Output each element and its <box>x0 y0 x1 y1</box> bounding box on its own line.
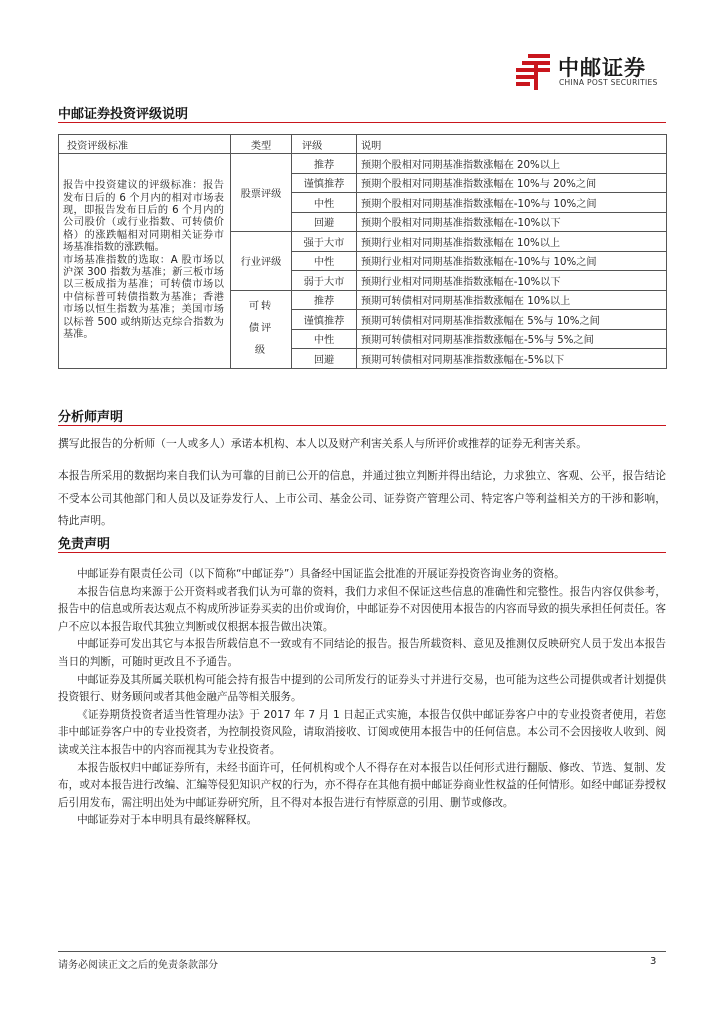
company-logo <box>512 52 672 92</box>
footer-divider <box>58 951 666 952</box>
rating-description-cell: 预期可转债相对同期基准指数涨幅在-5%与 5%之间 <box>357 329 667 349</box>
disclaimer-body <box>58 566 666 830</box>
disclaimer-paragraph: 中邮证券有限责任公司（以下简称“中邮证券”）具备经中国证监会批准的开展证券投资咨询业务的资格。 <box>77 568 565 580</box>
rating-type-cell: 股票评级 <box>231 154 292 232</box>
section-divider <box>58 552 666 553</box>
rating-description-cell: 预期可转债相对同期基准指数涨幅在 5%与 10%之间 <box>357 310 667 330</box>
rating-grade-cell: 弱于大市 <box>292 271 357 291</box>
disclaimer-paragraph: 中邮证券及其所属关联机构可能会持有报告中提到的公司所发行的证券头寸并进行交易，也可能为这些公司提供或者计划提供投资银行、财务顾问或者其他金融产品等相关服务。 <box>58 673 666 704</box>
rating-grade-cell: 中性 <box>292 329 357 349</box>
analyst-paragraph-2: 本报告所采用的数据均来自我们认为可靠的目前已公开的信息，并通过独立判断并得出结论，力求独立、客观、公平，报告结论不受本公司其他部门和人员以及证券发行人、上市公司、基金公司、证券资产管理公司、特定客户等利益相关方的干涉和影响，特此声明。 <box>58 469 666 527</box>
rating-description-cell: 预期个股相对同期基准指数涨幅在-10%与 10%之间 <box>357 193 667 213</box>
footer-note: 请务必阅读正文之后的免责条款部分 <box>58 960 218 971</box>
rating-grade-cell: 强于大市 <box>292 232 357 252</box>
rating-type-cell: 行业评级 <box>231 232 292 291</box>
table-header-row <box>59 135 667 154</box>
analyst-section-title: 分析师声明 <box>58 410 124 425</box>
disclaimer-paragraph: 中邮证券对于本申明具有最终解释权。 <box>77 814 258 827</box>
rating-description-cell: 预期个股相对同期基准指数涨幅在 10%与 20%之间 <box>357 173 667 193</box>
disclaimer-paragraph: 本报告信息均来源于公开资料或者我们认为可靠的资料，我们力求但不保证这些信息的准确性和完整性。报告内容仅供参考，报告中的信息或所表达观点不构成所涉证券买卖的出价或询价，中邮证券不对因使用本报告的内容而导致的损失承担任何责任。客户不应以本报告取代其独立判断或仅根据本报告做出决策。 <box>58 585 666 633</box>
rating-grade-cell: 回避 <box>292 349 357 369</box>
header-standard: 投资评级标准 <box>59 135 231 154</box>
table-row <box>59 154 667 174</box>
rating-standard-text: 报告中投资建议的评级标准：报告发布日后的 6 个月内的相对市场表现，即报告发布日后的 6 个月内的公司股价（或行业指数、可转债价格）的涨跌幅相对同期相关证券市场基准指数的涨跌幅。 市场基准指数的选取：A 股市场以沪深 300 指数为基准；新三板市场以三板成指为基准；可转债市场以中信标普可转债指数为基准；香港市场以恒生指数为基准；美国市场以标普 500 或纳斯达克综合指数为基准。 <box>59 154 231 369</box>
brand-name-en: CHINA POST SECURITIES <box>559 78 658 87</box>
rating-description-cell: 预期个股相对同期基准指数涨幅在-10%以下 <box>357 212 667 232</box>
rating-grade-cell: 谨慎推荐 <box>292 173 357 193</box>
rating-grade-cell: 回避 <box>292 212 357 232</box>
rating-grade-cell: 推荐 <box>292 154 357 174</box>
rating-description-cell: 预期可转债相对同期基准指数涨幅在 10%以上 <box>357 290 667 310</box>
header-type: 类型 <box>231 135 292 154</box>
rating-grade-cell: 中性 <box>292 193 357 213</box>
section-divider <box>58 425 666 426</box>
rating-type-cell: 可转债评级 <box>231 290 292 368</box>
header-grade: 评级 <box>292 135 357 154</box>
rating-description-cell: 预期行业相对同期基准指数涨幅在-10%以下 <box>357 271 667 291</box>
analyst-paragraph-1: 撰写此报告的分析师（一人或多人）承诺本机构、本人以及财产利害关系人与所评价或推荐的证券无利害关系。 <box>58 437 588 450</box>
rating-table <box>58 134 667 369</box>
disclaimer-section-title: 免责声明 <box>58 537 111 552</box>
disclaimer-paragraph: 《证券期货投资者适当性管理办法》于 2017 年 7 月 1 日起正式实施，本报告仅供中邮证券客户中的专业投资者使用，若您非中邮证券客户中的专业投资者，为控制投资风险，请取消接收、订阅或使用本报告中的任何信息。本公司不会因接收人收到、阅读或关注本报告中的内容而视其为专业投资者。 <box>58 708 666 756</box>
rating-grade-cell: 推荐 <box>292 290 357 310</box>
disclaimer-paragraph: 本报告版权归中邮证券所有，未经书面许可，任何机构或个人不得存在对本报告以任何形式进行翻版、修改、节选、复制、发布，或对本报告进行改编、汇编等侵犯知识产权的行为，亦不得存在其他有损中邮证券商业性权益的任何情形。如经中邮证券授权后引用发布，需注明出处为中邮证券研究所，且不得对本报告进行有悖原意的引用、删节或修改。 <box>58 761 666 809</box>
china-post-logo-icon <box>512 52 554 92</box>
rating-description-cell: 预期行业相对同期基准指数涨幅在-10%与 10%之间 <box>357 251 667 271</box>
rating-description-cell: 预期行业相对同期基准指数涨幅在 10%以上 <box>357 232 667 252</box>
rating-description-cell: 预期个股相对同期基准指数涨幅在 20%以上 <box>357 154 667 174</box>
rating-grade-cell: 中性 <box>292 251 357 271</box>
rating-grade-cell: 谨慎推荐 <box>292 310 357 330</box>
section-divider <box>58 122 666 123</box>
header-description: 说明 <box>357 135 667 154</box>
brand-name-cn: 中邮证券 <box>558 56 646 80</box>
disclaimer-paragraph: 中邮证券可发出其它与本报告所载信息不一致或有不同结论的报告。报告所载资料、意见及推测仅反映研究人员于发出本报告当日的判断，可随时更改且不予通告。 <box>58 638 666 668</box>
rating-description-cell: 预期可转债相对同期基准指数涨幅在-5%以下 <box>357 349 667 369</box>
page-number: 3 <box>650 956 657 967</box>
rating-section-title: 中邮证券投资评级说明 <box>58 107 189 122</box>
